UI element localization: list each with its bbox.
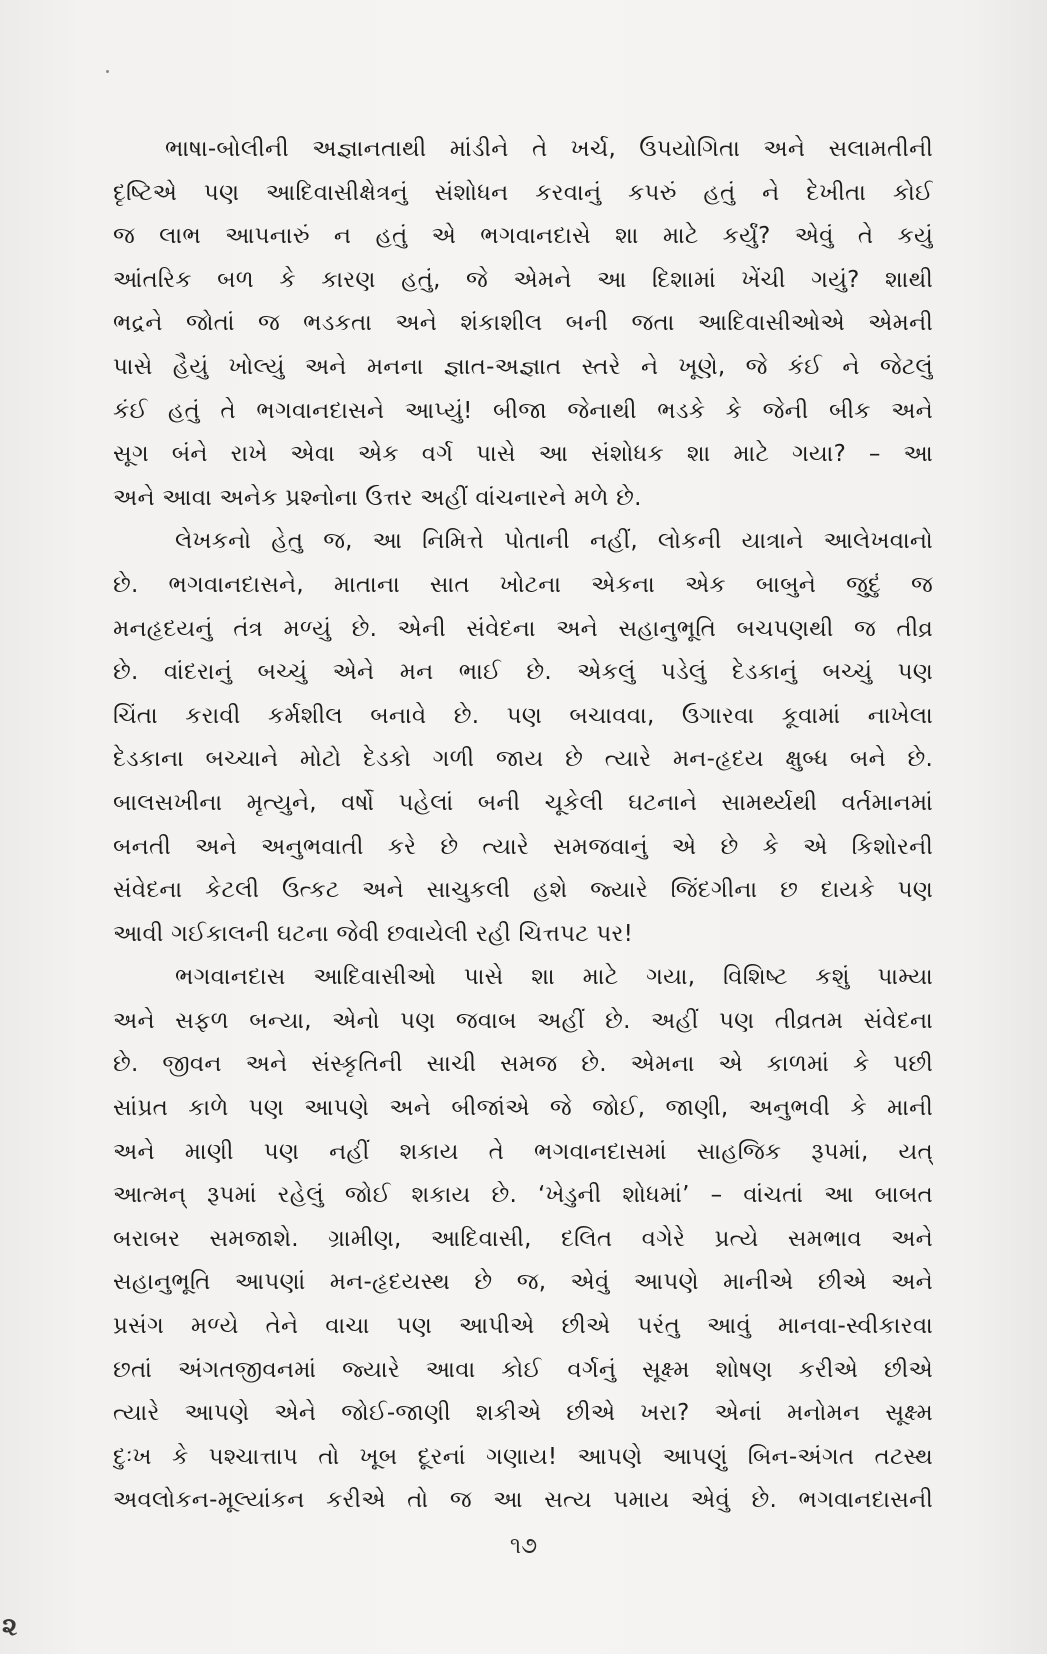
- text-line: પ્રસંગ મળ્યે તેને વાચા પણ આપીએ છીએ પરંતુ આવું માનવા-સ્વીકારવા: [113, 1313, 933, 1340]
- text-line: ભદ્રને જોતાં જ ભડકતા અને શંકાશીલ બની જતા આદિવાસીઓએ એમની: [113, 310, 933, 337]
- text-line: લેખકનો હેતુ જ, આ નિમિત્તે પોતાની નહીં, લોકની યાત્રાને આલેખવાનો: [175, 528, 933, 555]
- page-number: ૧૭: [509, 1533, 538, 1559]
- text-line: સહાનુભૂતિ આપણાં મન-હૃદયસ્થ છે જ, એવું આપણે માનીએ છીએ અને: [113, 1269, 933, 1296]
- paragraph-2: [113, 520, 933, 956]
- text-line: ભગવાનદાસ આદિવાસીઓ પાસે શા માટે ગયા, વિશિષ્ટ કશું પામ્યા: [175, 964, 933, 991]
- scan-speck: [106, 70, 109, 73]
- text-line: ત્યારે આપણે એને જોઈ-જાણી શકીએ છીએ ખરા? એનાં મનોમન સૂક્ષ્મ: [113, 1400, 933, 1427]
- text-line: છતાં અંગતજીવનમાં જ્યારે આવા કોઈ વર્ગનું સૂક્ષ્મ શોષણ કરીએ છીએ: [113, 1356, 933, 1383]
- text-line: છે. ભગવાનદાસને, માતાના સાત ખોટના એકના એક બાબુને જુદું જ: [113, 571, 933, 598]
- text-line: અને માણી પણ નહીં શકાય તે ભગવાનદાસમાં સાહજિક રૂપમાં, યત્: [113, 1138, 933, 1165]
- text-line: અને આવા અનેક પ્રશ્નોના ઉત્તર અહીં વાંચનારને મળે છે.: [113, 484, 642, 511]
- text-line: સાંપ્રત કાળે પણ આપણે અને બીજાંએ જે જોઈ, જાણી, અનુભવી કે માની: [113, 1095, 933, 1122]
- text-line: ભાષા-બોલીની અજ્ઞાનતાથી માંડીને તે ખર્ચ, ઉપયોગિતા અને સલામતીની: [165, 136, 933, 162]
- text-line: જ લાભ આપનારું ન હતું એ ભગવાનદાસે શા માટે કર્યું? એવું તે કયું: [113, 223, 933, 250]
- text-line: અને સફળ બન્યા, એનો પણ જવાબ અહીં છે. અહીં પણ તીવ્રતમ સંવેદના: [113, 1007, 933, 1034]
- text-line: આત્મન્ રૂપમાં રહેલું જોઈ શકાય છે. ‘ખેડુની શોધમાં’ – વાંચતાં આ બાબત: [113, 1182, 933, 1209]
- text-line: છે. જીવન અને સંસ્કૃતિની સાચી સમજ છે. એમના એ કાળમાં કે પછી: [113, 1051, 933, 1078]
- text-line: અવલોકન-મૂલ્યાંકન કરીએ તો જ આ સત્ય પમાય એવું છે. ભગવાનદાસની: [113, 1487, 933, 1514]
- text-line: દેડકાના બચ્ચાને મોટો દેડકો ગળી જાય છે ત્યારે મન-હૃદય ક્ષુબ્ધ બને છે.: [113, 746, 933, 773]
- text-line: સંવેદના કેટલી ઉત્કટ અને સાચુકલી હશે જ્યારે જિંદગીના છ દાયકે પણ: [113, 877, 933, 904]
- text-line: બનતી અને અનુભવાતી કરે છે ત્યારે સમજવાનું એ છે કે એ કિશોરની: [113, 833, 933, 860]
- text-line: ચિંતા કરાવી કર્મશીલ બનાવે છે. પણ બચાવવા, ઉગારવા કૂવામાં નાખેલા: [113, 702, 933, 729]
- text-line: દૃષ્ટિએ પણ આદિવાસીક્ષેત્રનું સંશોધન કરવાનું કપરું હતું ને દેખીતા કોઈ: [113, 179, 933, 206]
- text-line: બાલસખીના મૃત્યુને, વર્ષો પહેલાં બની ચૂકેલી ઘટનાને સામર્થ્યથી વર્તમાનમાં: [113, 789, 933, 816]
- text-line: આંતરિક બળ કે કારણ હતું, જે એમને આ દિશામાં ખેંચી ગયું? શાથી: [113, 266, 933, 293]
- body-text: [113, 128, 933, 1523]
- text-line: સૂગ બંને રાખે એવા એક વર્ગ પાસે આ સંશોધક શા માટે ગયા? – આ: [113, 441, 933, 468]
- text-line: બરાબર સમજાશે. ગ્રામીણ, આદિવાસી, દલિત વગેરે પ્રત્યે સમભાવ અને: [113, 1225, 933, 1252]
- text-line: પાસે હૈયું ખોલ્યું અને મનના જ્ઞાત-અજ્ઞાત સ્તરે ને ખૂણે, જે કંઈ ને જેટલું: [113, 353, 933, 380]
- text-line: કંઈ હતું તે ભગવાનદાસને આપ્યું! બીજા જેનાથી ભડકે કે જેની બીક અને: [113, 397, 933, 424]
- text-line: દુઃખ કે પશ્ચાત્તાપ તો ખૂબ દૂરનાં ગણાય! આપણે આપણું બિન-અંગત તટસ્થ: [113, 1443, 933, 1470]
- paragraph-1: [113, 128, 933, 520]
- paragraph-3: [113, 956, 933, 1523]
- text-line: મનહૃદયનું તંત્ર મળ્યું છે. એની સંવેદના અને સહાનુભૂતિ બચપણથી જ તીવ્ર: [113, 615, 933, 642]
- text-line: આવી ગઈકાલની ઘટના જેવી છવાયેલી રહી ચિત્તપટ પર!: [113, 920, 633, 947]
- text-line: છે. વાંદરાનું બચ્ચું એને મન ભાઈ છે. એકલું પડેલું દેડકાનું બચ્ચું પણ: [113, 659, 933, 686]
- corner-mark: ૨: [2, 1612, 18, 1642]
